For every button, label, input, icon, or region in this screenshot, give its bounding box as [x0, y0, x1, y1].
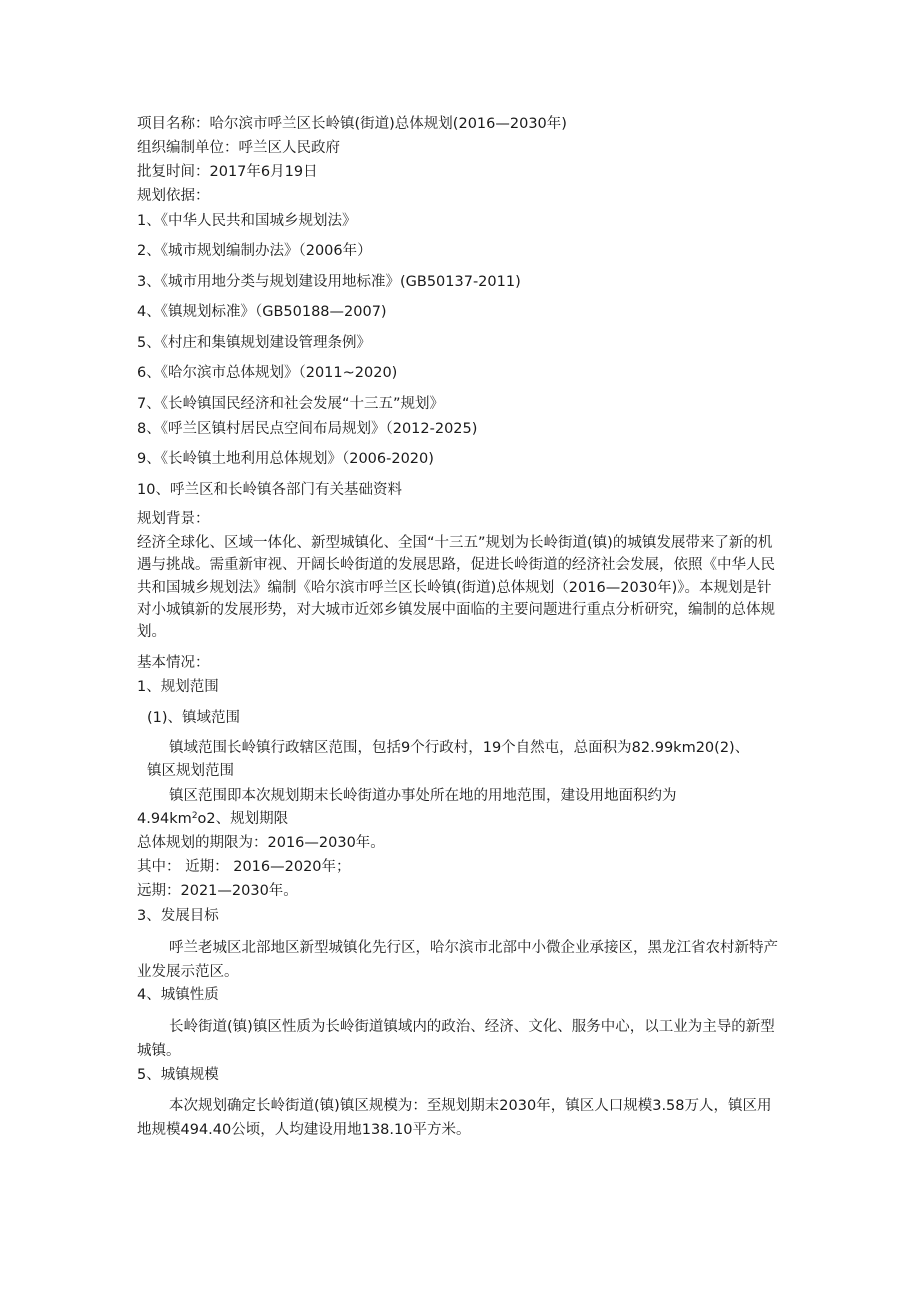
body-line: 镇域范围长岭镇行政辖区范围，包括9个行政村，19个自然屯，总面积为82.99km20(2)、 [169, 740, 750, 756]
basic-title: 基本情况： [137, 655, 210, 671]
period-total: 总体规划的期限为：2016—2030年。 [137, 835, 385, 851]
section-title: 1、规划范围 [137, 679, 219, 695]
organizer: 组织编制单位：呼兰区人民政府 [137, 140, 340, 156]
basis-item: 9、《长岭镇土地利用总体规划》（2006-2020) [137, 451, 434, 467]
basis-item: 3、《城市用地分类与规划建设用地标准》(GB50137-2011) [137, 274, 521, 290]
body-line [137, 809, 288, 829]
basis-item: 2、《城市规划编制办法》（2006年） [137, 243, 372, 259]
body-paragraph: 呼兰老城区北部地区新型城镇化先行区，哈尔滨市北部中小微企业承接区，黑龙江省农村新特产业发展示范区。 [137, 940, 778, 980]
basis-item: 7、《长岭镇国民经济和社会发展“十三五”规划》 [137, 396, 444, 412]
section-title: 5、城镇规模 [137, 1067, 219, 1083]
background-paragraph: 经济全球化、区域一体化、新型城镇化、全国“十三五”规划为长岭街道(镇)的城镇发展带来了新的机遇与挑战。需重新审视、开阔长岭街道的发展思路，促进长岭街道的经济社会发展，依照《中华人民共和国城乡规划法》编制《哈尔滨市呼兰区长岭镇(街道)总体规划（2016—2030年)》。本规划是针对小城镇新的发展形势，对大城市近郊乡镇发展中面临的主要问题进行重点分析研究，编制的总体规划。 [137, 535, 775, 641]
area-value: 4.94km [137, 811, 192, 827]
basis-item: 4、《镇规划标准》（GB50188—2007) [137, 304, 387, 320]
body-line: 镇区范围即本次规划期末长岭街道办事处所在地的用地范围，建设用地面积约为 [169, 788, 677, 804]
basis-item: 6、《哈尔滨市总体规划》（2011~2020) [137, 365, 398, 381]
subsection-title: (1)、镇域范围 [147, 710, 241, 726]
basis-item: 1、《中华人民共和国城乡规划法》 [137, 213, 357, 229]
body-paragraph: 长岭街道(镇)镇区性质为长岭街道镇域内的政治、经济、文化、服务中心，以工业为主导的新型城镇。 [137, 1019, 775, 1059]
basis-item: 8、《呼兰区镇村居民点空间布局规划》（2012-2025) [137, 421, 478, 437]
body-paragraph: 本次规划确定长岭街道(镇)镇区规模为：至规划期末2030年，镇区人口规模3.58万人，镇区用地规模494.40公顷，人均建设用地138.10平方米。 [137, 1098, 772, 1138]
area-suffix: o2、规划期限 [197, 811, 289, 827]
project-name: 项目名称：哈尔滨市呼兰区长岭镇(街道)总体规划(2016—2030年) [137, 116, 567, 132]
background-title: 规划背景： [137, 511, 210, 527]
superscript: 2 [191, 811, 198, 821]
basis-item: 10、呼兰区和长岭镇各部门有关基础资料 [137, 482, 402, 498]
period-near: 其中： 近期： 2016—2020年； [137, 859, 351, 875]
basis-title: 规划依据： [137, 188, 210, 204]
section-title: 4、城镇性质 [137, 987, 219, 1003]
body-line: 镇区规划范围 [147, 763, 234, 779]
approval-date: 批复时间：2017年6月19日 [137, 164, 318, 180]
section-title: 3、发展目标 [137, 908, 219, 924]
basis-item: 5、《村庄和集镇规划建设管理条例》 [137, 335, 371, 351]
period-far: 远期：2021—2030年。 [137, 883, 298, 899]
